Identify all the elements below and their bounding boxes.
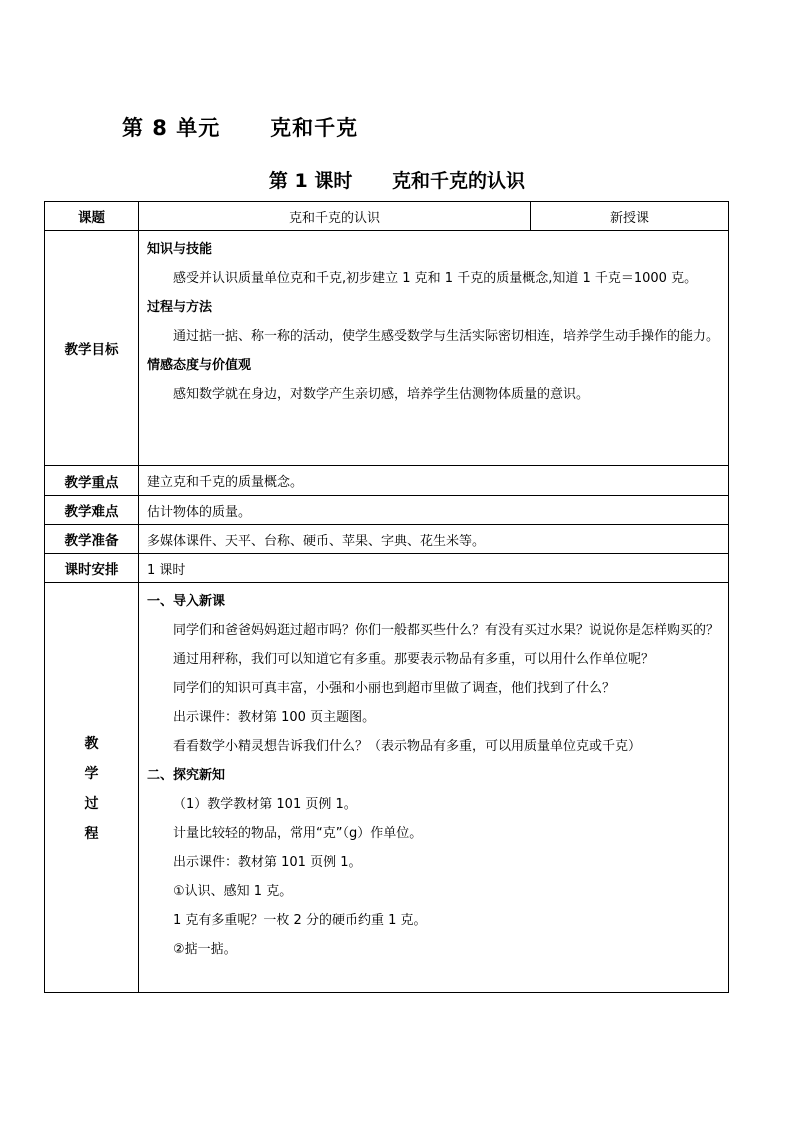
paragraph: 同学们的知识可真丰富，小强和小丽也到超市里做了调查，他们找到了什么？ bbox=[173, 681, 616, 696]
row-topic bbox=[45, 202, 729, 231]
section-heading: 二、探究新知 bbox=[147, 768, 226, 783]
process-content bbox=[139, 583, 729, 993]
unit-title: 第 8 单元 克和千克 bbox=[122, 116, 359, 140]
difficulty-text: 估计物体的质量。 bbox=[139, 496, 729, 525]
key-point-label: 教学重点 bbox=[45, 466, 139, 496]
row-difficulty bbox=[45, 496, 729, 525]
emotion-text: 感知数学就在身边，对数学产生亲切感，培养学生估测物体质量的意识。 bbox=[173, 387, 590, 402]
knowledge-text: 感受并认识质量单位克和千克,初步建立 1 克和 1 千克的质量概念,知道 1 千克＝1000 克。 bbox=[173, 271, 698, 286]
process-label-char: 过 bbox=[84, 795, 99, 812]
process-label-char: 程 bbox=[84, 825, 99, 842]
process-label-char: 学 bbox=[84, 765, 99, 782]
lesson-title: 第 1 课时 克和千克的认识 bbox=[268, 170, 526, 192]
paragraph: 出示课件：教材第 101 页例 1。 bbox=[173, 855, 362, 870]
paragraph: 看看数学小精灵想告诉我们什么？（表示物品有多重，可以用质量单位克或千克） bbox=[173, 739, 642, 754]
process-text: 通过掂一掂、称一称的活动，使学生感受数学与生活实际密切相连，培养学生动手操作的能力。 bbox=[173, 329, 720, 344]
row-objectives bbox=[45, 231, 729, 466]
preparation-label: 教学准备 bbox=[45, 525, 139, 554]
paragraph: ①认识、感知 1 克。 bbox=[173, 884, 293, 899]
paragraph: 通过用秤称，我们可以知道它有多重。那要表示物品有多重，可以用什么作单位呢？ bbox=[173, 652, 655, 667]
process-label-char: 教 bbox=[84, 735, 99, 752]
preparation-text: 多媒体课件、天平、台称、硬币、苹果、字典、花生米等。 bbox=[139, 525, 729, 554]
objectives-content bbox=[139, 231, 729, 466]
paragraph: （1）教学教材第 101 页例 1。 bbox=[173, 797, 357, 812]
knowledge-heading: 知识与技能 bbox=[147, 242, 213, 257]
paragraph: 计量比较轻的物品，常用“克”（g）作单位。 bbox=[173, 826, 423, 841]
paragraph: ②掂一掂。 bbox=[173, 942, 237, 957]
topic-label: 课题 bbox=[45, 202, 139, 231]
row-schedule bbox=[45, 554, 729, 583]
row-preparation bbox=[45, 525, 729, 554]
row-key-point bbox=[45, 466, 729, 496]
lesson-plan-table bbox=[44, 201, 729, 993]
emotion-heading: 情感态度与价值观 bbox=[147, 358, 252, 373]
schedule-label: 课时安排 bbox=[45, 554, 139, 583]
process-heading: 过程与方法 bbox=[147, 300, 213, 315]
difficulty-label: 教学难点 bbox=[45, 496, 139, 525]
process-label bbox=[45, 583, 139, 993]
key-point-text: 建立克和千克的质量概念。 bbox=[139, 466, 729, 496]
section-heading: 一、导入新课 bbox=[147, 594, 226, 609]
paragraph: 同学们和爸爸妈妈逛过超市吗？你们一般都买些什么？有没有买过水果？说说你是怎样购买的？ bbox=[173, 623, 720, 638]
objectives-label: 教学目标 bbox=[45, 231, 139, 466]
topic-title: 克和千克的认识 bbox=[139, 202, 531, 231]
lesson-type: 新授课 bbox=[531, 202, 729, 231]
paragraph: 1 克有多重呢？一枚 2 分的硬币约重 1 克。 bbox=[173, 913, 427, 928]
row-process bbox=[45, 583, 729, 993]
paragraph: 出示课件：教材第 100 页主题图。 bbox=[173, 710, 376, 725]
schedule-text: 1 课时 bbox=[139, 554, 729, 583]
